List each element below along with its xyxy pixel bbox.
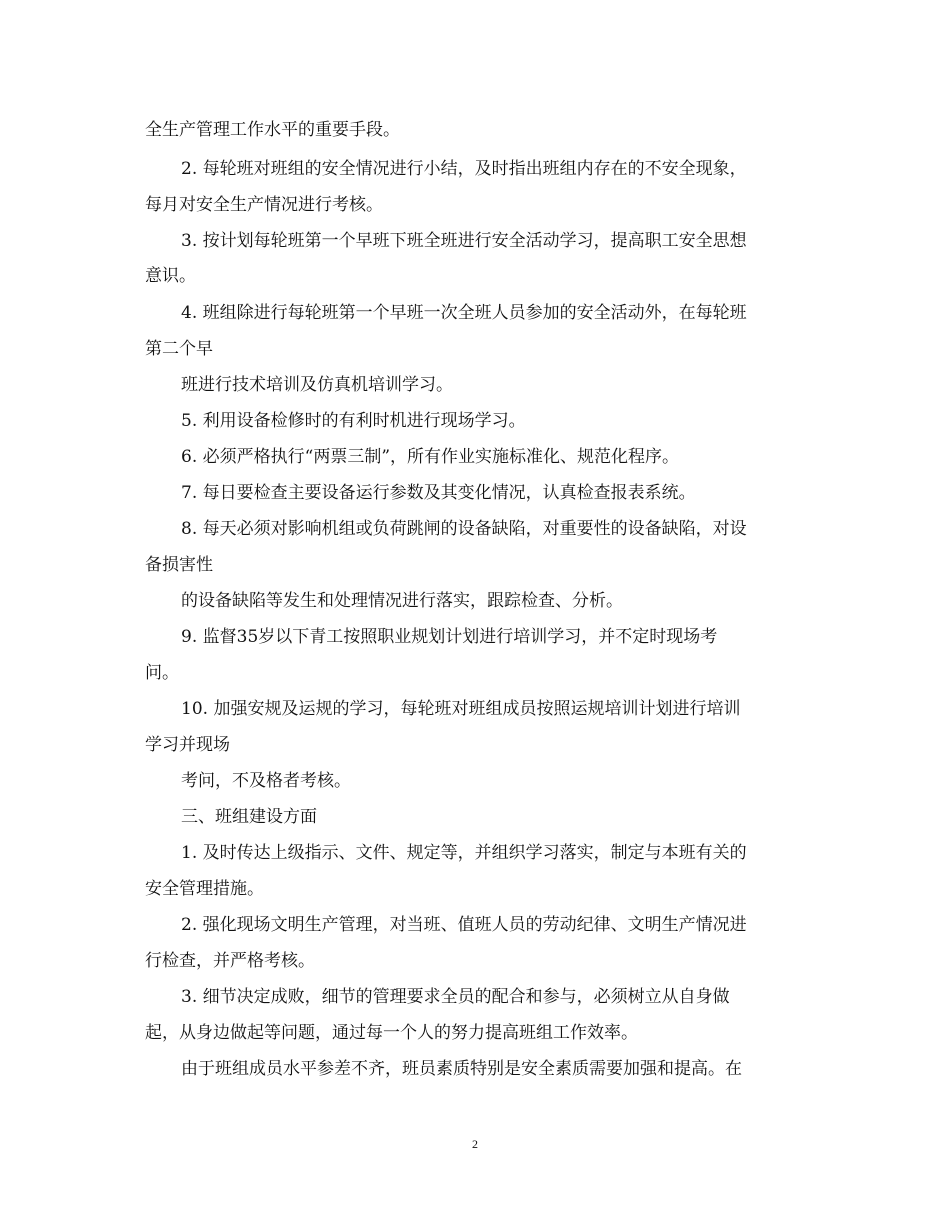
text-line: 安全管理措施。: [145, 879, 264, 899]
text-line: 10. 加强安规及运规的学习，每轮班对班组成员按照运规培训计划进行培训: [181, 699, 741, 719]
text-line: 9. 监督35岁以下青工按照职业规划计划进行培训学习，并不定时现场考: [181, 627, 718, 647]
text-line: 全生产管理工作水平的重要手段。: [145, 120, 400, 140]
section-heading: 三、班组建设方面: [181, 807, 317, 827]
text-line: 2. 强化现场文明生产管理，对当班、值班人员的劳动纪律、文明生产情况进: [181, 915, 747, 935]
text-line: 1. 及时传达上级指示、文件、规定等，并组织学习落实，制定与本班有关的: [181, 843, 747, 863]
text-line: 班进行技术培训及仿真机培训学习。: [181, 375, 453, 395]
text-line: 考问，不及格者考核。: [181, 771, 351, 791]
text-line: 7. 每日要检查主要设备运行参数及其变化情况，认真检查报表系统。: [181, 483, 696, 503]
text-line: 起，从身边做起等问题，通过每一个人的努力提高班组工作效率。: [145, 1023, 638, 1043]
text-line: 行检查，并严格考核。: [145, 951, 315, 971]
text-line: 问。: [145, 663, 179, 683]
page-number: 2: [472, 1137, 478, 1151]
text-line: 2. 每轮班对班组的安全情况进行小结，及时指出班组内存在的不安全现象，: [181, 159, 747, 179]
text-line: 8. 每天必须对影响机组或负荷跳闸的设备缺陷，对重要性的设备缺陷，对设: [181, 519, 747, 539]
text-line: 3. 按计划每轮班第一个早班下班全班进行安全活动学习，提高职工安全思想: [181, 231, 747, 251]
text-line: 的设备缺陷等发生和处理情况进行落实，跟踪检查、分析。: [181, 591, 623, 611]
text-line: 由于班组成员水平参差不齐，班员素质特别是安全素质需要加强和提高。在: [181, 1059, 742, 1079]
text-line: 每月对安全生产情况进行考核。: [145, 195, 383, 215]
text-line: 6. 必须严格执行“两票三制”，所有作业实施标准化、规范化程序。: [181, 447, 680, 467]
text-line: 3. 细节决定成败，细节的管理要求全员的配合和参与，必须树立从自身做: [181, 987, 730, 1007]
text-line: 意识。: [145, 266, 196, 286]
text-line: 5. 利用设备检修时的有利时机进行现场学习。: [181, 411, 526, 431]
text-line: 4. 班组除进行每轮班第一个早班一次全班人员参加的安全活动外，在每轮班: [181, 303, 747, 323]
text-line: 学习并现场: [145, 735, 230, 755]
text-line: 备损害性: [145, 555, 213, 575]
text-line: 第二个早: [145, 339, 213, 359]
